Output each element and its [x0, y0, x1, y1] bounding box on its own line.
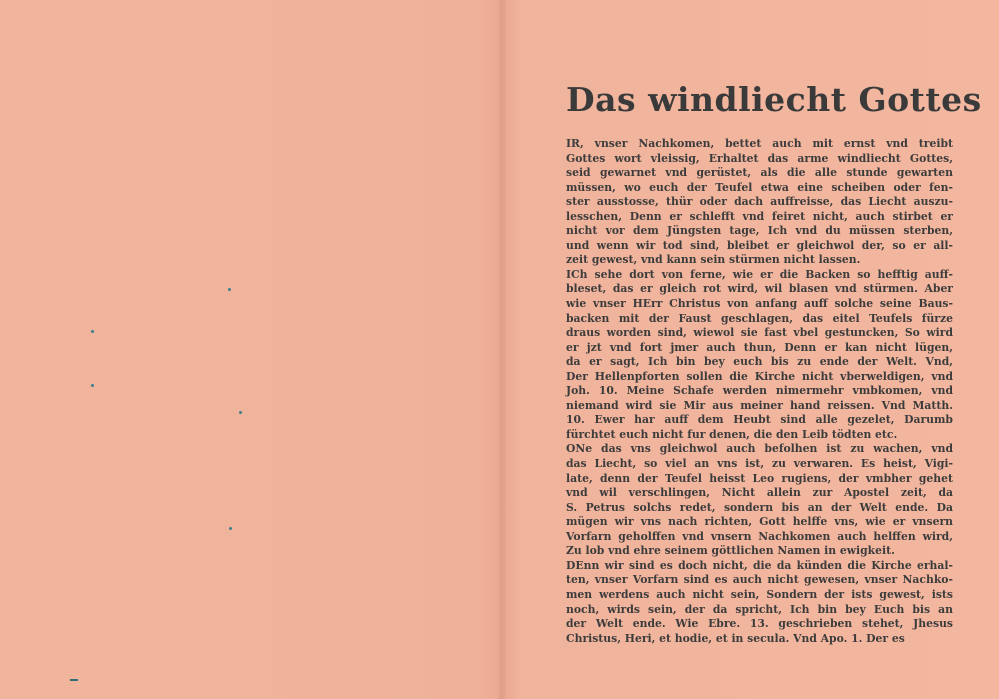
- text-line: Gottes wort vleissig, Erhaltet das arme windliecht Gottes,: [566, 151, 953, 165]
- text-line: niemand wird sie Mir aus meiner hand reissen. Vnd Matth.: [566, 398, 953, 412]
- text-line: lesschen, Denn er schlefft vnd feiret nicht, auch stirbet er: [566, 209, 953, 223]
- text-line: nicht vor dem Jüngsten tage, Ich vnd du müssen sterben,: [566, 224, 953, 238]
- text-line: seid gewarnet vnd gerüstet, als die alle stunde gewarten: [566, 166, 953, 180]
- text-line: Vorfarn geholffen vnd vnsern Nachkomen auch helffen wird,: [566, 529, 953, 543]
- text-line: Der Hellenpforten sollen die Kirche nicht vberweldigen, vnd: [566, 369, 953, 383]
- text-line: und wenn wir tod sind, bleibet er gleichwol der, so er all-: [566, 238, 953, 252]
- text-line: er jzt vnd fort jmer auch thun, Denn er kan nicht lügen,: [566, 340, 953, 354]
- text-line: ICh sehe dort von ferne, wie er die Backen so hefftig auff-: [566, 267, 953, 281]
- text-line: vnd wil verschlingen, Nicht allein zur Apostel zeit, da: [566, 486, 953, 500]
- text-line: S. Petrus solchs redet, sondern bis an der Welt ende. Da: [566, 500, 953, 514]
- text-line: da er sagt, Ich bin bey euch bis zu ende der Welt. Vnd,: [566, 355, 953, 369]
- text-line: zeit gewest, vnd kann sein stürmen nicht lassen.: [566, 253, 861, 267]
- text-line: Zu lob vnd ehre seinem göttlichen Namen in ewigkeit.: [566, 544, 895, 558]
- text-line: draus worden sind, wiewol sie fast vbel gestuncken, So wird: [566, 326, 953, 340]
- text-line: das Liecht, so viel an vns ist, zu verwaren. Es heist, Vigi-: [566, 457, 953, 471]
- text-line: fürchtet euch nicht fur denen, die den Leib tödten etc.: [566, 427, 898, 441]
- text-line: müssen, wo euch der Teufel etwa eine scheiben oder fen-: [566, 180, 953, 194]
- text-line: ten, vnser Vorfarn sind es auch nicht gewesen, vnser Nachko-: [566, 573, 953, 587]
- text-line: ONe das vns gleichwol auch befolhen ist zu wachen, vnd: [566, 442, 953, 456]
- text-line: der Welt ende. Wie Ebre. 13. geschrieben stehet, Jhesus: [566, 617, 953, 631]
- paper-mark: [70, 679, 78, 681]
- page-title: Das windliecht Gottes: [566, 80, 982, 119]
- text-line: wie vnser HErr Christus von anfang auff solche seine Baus-: [566, 297, 953, 311]
- paper-fleck: [229, 527, 232, 530]
- text-line: noch, wirds sein, der da spricht, Ich bin bey Euch bis an: [566, 602, 953, 616]
- text-line: 10. Ewer har auff dem Heubt sind alle gezelet, Darumb: [566, 413, 953, 427]
- body-text: [566, 137, 953, 646]
- book-gutter: [497, 0, 507, 699]
- text-line: mügen wir vns nach richten, Gott helffe vns, wie er vnsern: [566, 515, 953, 529]
- paper-fleck: [91, 384, 94, 387]
- text-line: Joh. 10. Meine Schafe werden nimermehr vmbkomen, vnd: [566, 384, 953, 398]
- text-line: Christus, Heri, et hodie, et in secula. Vnd Apo. 1. Der es: [566, 631, 905, 645]
- right-page: [508, 0, 999, 699]
- paper-fleck: [91, 330, 94, 333]
- text-line: bleset, das er gleich rot wird, wil blasen vnd stürmen. Aber: [566, 282, 953, 296]
- text-line: IR, vnser Nachkomen, bettet auch mit ernst vnd treibt: [566, 137, 953, 150]
- paper-fleck: [228, 288, 231, 291]
- text-line: DEnn wir sind es doch nicht, die da künden die Kirche erhal-: [566, 558, 953, 572]
- text-line: backen mit der Faust geschlagen, das eitel Teufels fürze: [566, 311, 953, 325]
- text-line: men werdens auch nicht sein, Sondern der ists gewest, ists: [566, 587, 953, 601]
- paper-fleck: [239, 411, 242, 414]
- text-line: late, denn der Teufel heisst Leo rugiens, der vmbher gehet: [566, 471, 953, 485]
- text-line: ster ausstosse, thür oder dach auffreisse, das Liecht auszu-: [566, 195, 953, 209]
